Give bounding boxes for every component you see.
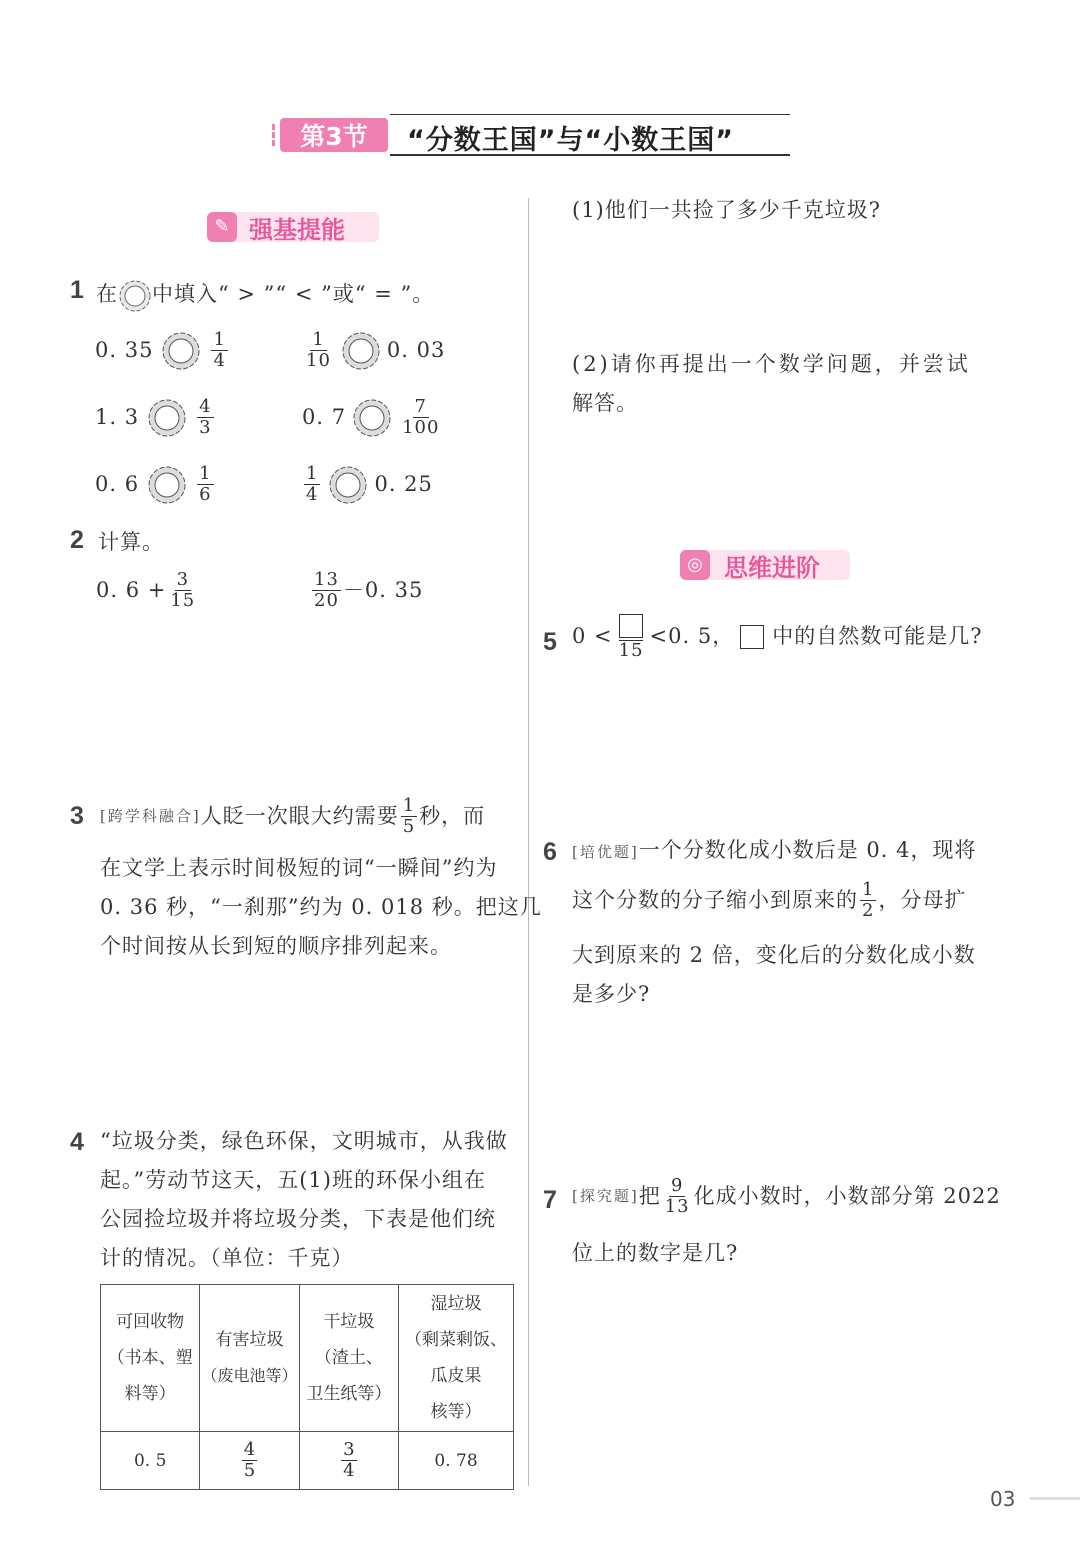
medal-icon: ◎ xyxy=(680,550,710,580)
number-value: 1. 3 xyxy=(95,405,140,429)
header-line: （废电池等） xyxy=(201,1366,298,1385)
expression-text: 0. 6 + xyxy=(96,578,167,602)
section-label-tab xyxy=(272,124,285,146)
q7-line-1 xyxy=(572,1176,1001,1217)
q7-line-2: 位上的数字是几? xyxy=(572,1241,739,1265)
q1-item xyxy=(95,397,216,438)
denominator: 10 xyxy=(306,350,331,371)
q6-line-2 xyxy=(572,880,966,921)
q5-text: <0. 5， xyxy=(649,624,735,648)
header-line: （渣土、 xyxy=(314,1348,383,1368)
denominator: 2 xyxy=(862,900,875,921)
q3-text: 秒，而 xyxy=(419,804,486,828)
q6-text: 一个分数化成小数后是 0. 4，现将 xyxy=(638,838,977,862)
table-header-row xyxy=(101,1285,514,1432)
question-number: 5 xyxy=(543,628,557,656)
table-header-cell xyxy=(299,1285,398,1432)
question-number: 6 xyxy=(543,838,557,866)
q1-prompt-b: 中填入“ > ”“ < ”或“ = ”。 xyxy=(152,282,435,306)
flower-blank-icon[interactable] xyxy=(161,331,201,371)
header-line: 有害垃圾 xyxy=(215,1330,284,1350)
table-cell xyxy=(399,1432,514,1490)
flower-blank-icon[interactable] xyxy=(352,398,392,438)
number-value: 0. 35 xyxy=(95,338,154,362)
question-tag: [探究题] xyxy=(572,1187,639,1205)
numerator: 1 xyxy=(213,329,226,350)
flower-blank-icon[interactable] xyxy=(341,331,381,371)
denominator: 15 xyxy=(170,590,196,611)
q5-text: 中的自然数可能是几? xyxy=(772,624,983,648)
section-header xyxy=(272,114,792,158)
title-rule-top xyxy=(390,114,790,115)
question-number: 3 xyxy=(70,802,84,830)
answer-box xyxy=(740,625,764,649)
page-number: 03 xyxy=(990,1487,1016,1511)
fraction xyxy=(401,796,417,837)
denominator: 20 xyxy=(314,590,339,611)
number-value: 0. 7 xyxy=(302,405,347,429)
question-2 xyxy=(70,526,84,555)
question-7 xyxy=(543,1186,557,1215)
fraction xyxy=(197,397,213,438)
numerator: 3 xyxy=(343,1439,355,1460)
flower-blank-icon[interactable] xyxy=(147,465,187,505)
fraction xyxy=(312,570,341,611)
q4-sub-1: (1)他们一共捡了多少千克垃圾? xyxy=(572,198,882,222)
q5-line xyxy=(572,612,982,661)
fraction xyxy=(242,1440,257,1481)
q3-line-1 xyxy=(100,796,485,837)
q4-line-2: 起。”劳动节这天，五(1)班的环保小组在 xyxy=(100,1168,486,1192)
numerator: 1 xyxy=(199,463,212,484)
fraction xyxy=(663,1176,692,1217)
denominator: 15 xyxy=(618,640,644,661)
header-line: 可回收物 xyxy=(116,1312,185,1332)
q4-sub-2b: 解答。 xyxy=(572,391,638,415)
question-tag: [培优题] xyxy=(572,843,639,861)
answer-box[interactable] xyxy=(619,614,643,638)
fraction xyxy=(211,330,227,371)
header-line: （剩菜剩饭、 xyxy=(405,1330,508,1350)
question-6 xyxy=(543,838,557,867)
question-number: 1 xyxy=(70,276,84,304)
section-label-text: 第3节 xyxy=(300,122,368,151)
fraction xyxy=(168,570,197,611)
numerator: 4 xyxy=(199,396,212,417)
fraction xyxy=(197,464,213,505)
column-divider xyxy=(528,198,529,1486)
denominator: 13 xyxy=(664,1196,690,1217)
table-header-cell xyxy=(101,1285,200,1432)
q2-prompt: 计算。 xyxy=(98,530,164,554)
numerator: 1 xyxy=(312,329,325,350)
table-cell xyxy=(101,1432,200,1490)
header-line: 核等） xyxy=(430,1402,482,1422)
number-value: 0. 25 xyxy=(374,472,433,496)
table-cell xyxy=(200,1432,299,1490)
q5-text: 0 < xyxy=(572,624,613,648)
question-tag: [跨学科融合] xyxy=(100,807,201,825)
banner-basic-text: 强基提能 xyxy=(249,215,345,244)
denominator: 6 xyxy=(199,484,212,505)
q1-item xyxy=(95,330,230,371)
q6-line-4: 是多少? xyxy=(572,982,651,1006)
denominator: 100 xyxy=(402,417,440,438)
fraction xyxy=(617,612,646,661)
question-number: 7 xyxy=(543,1186,557,1214)
numerator: 1 xyxy=(306,463,319,484)
fraction xyxy=(341,1440,356,1481)
footer-rule xyxy=(1030,1497,1080,1500)
header-line: 瓜皮果 xyxy=(430,1366,482,1386)
q6-text: ，分母扩 xyxy=(878,888,967,912)
header-line: （书本、塑 xyxy=(107,1348,193,1368)
number-value: 0. 6 xyxy=(95,472,140,496)
q6-text: 这个分数的分子缩小到原来的 xyxy=(572,888,858,912)
denominator: 4 xyxy=(343,1460,355,1481)
banner-basic xyxy=(207,212,379,242)
header-line: 料等） xyxy=(124,1384,176,1404)
cell-value: 0. 78 xyxy=(434,1450,478,1471)
flower-blank-icon[interactable] xyxy=(328,465,368,505)
question-4 xyxy=(70,1128,84,1157)
garbage-table xyxy=(100,1284,514,1490)
q1-prompt-a: 在 xyxy=(96,282,118,306)
header-line: 卫生纸等） xyxy=(306,1384,392,1404)
q3-text: 人眨一次眼大约需要 xyxy=(200,804,399,828)
fraction xyxy=(400,397,441,438)
header-line: 干垃圾 xyxy=(323,1312,375,1332)
numerator: 3 xyxy=(176,569,190,590)
fraction xyxy=(304,330,333,371)
flower-blank-icon[interactable] xyxy=(147,398,187,438)
section-label xyxy=(280,118,388,152)
q6-line-1 xyxy=(572,831,976,872)
fraction xyxy=(860,880,876,921)
denominator: 4 xyxy=(306,484,319,505)
q1-prompt xyxy=(96,275,434,314)
banner-advanced-text: 思维进阶 xyxy=(724,553,820,582)
numerator: 7 xyxy=(414,396,427,417)
table-cell xyxy=(299,1432,398,1490)
table-header-cell xyxy=(200,1285,299,1432)
question-1 xyxy=(70,276,84,305)
numerator: 1 xyxy=(402,795,416,816)
numerator: 1 xyxy=(862,879,875,900)
expression-text: －0. 35 xyxy=(342,578,424,602)
question-number: 2 xyxy=(70,526,84,554)
q1-item xyxy=(302,464,433,505)
fraction xyxy=(304,464,320,505)
q1-item xyxy=(95,464,216,505)
number-value: 0. 03 xyxy=(386,338,446,362)
q4-line-1: “垃圾分类，绿色环保，文明城市，从我做 xyxy=(100,1129,508,1153)
pencil-icon: ✎ xyxy=(207,212,237,242)
q4-sub-2a: (2)请你再提出一个数学问题，并尝试 xyxy=(572,352,971,376)
denominator: 5 xyxy=(243,1460,256,1481)
q7-text: 化成小数时，小数部分第 2022 xyxy=(693,1184,1001,1208)
q4-line-3: 公园捡垃圾并将垃圾分类，下表是他们统 xyxy=(100,1207,496,1231)
flower-blank-icon xyxy=(118,279,152,313)
q1-item xyxy=(302,397,443,438)
question-5 xyxy=(543,628,557,657)
q3-line-4: 个时间按从长到短的顺序排列起来。 xyxy=(100,934,452,958)
denominator: 3 xyxy=(199,417,212,438)
banner-advanced xyxy=(680,550,850,580)
q2-expression-1 xyxy=(96,570,199,611)
q4-line-4: 计的情况。（单位：千克） xyxy=(100,1246,354,1270)
q3-line-2: 在文学上表示时间极短的词“一瞬间”约为 xyxy=(100,856,498,880)
numerator: 13 xyxy=(314,569,339,590)
question-3 xyxy=(70,802,84,831)
q6-line-3: 大到原来的 2 倍，变化后的分数化成小数 xyxy=(572,943,976,967)
q2-expression-2 xyxy=(310,570,423,611)
numerator: 4 xyxy=(243,1439,256,1460)
numerator: 9 xyxy=(670,1175,684,1196)
header-line: 湿垃圾 xyxy=(430,1294,482,1314)
q1-item xyxy=(302,330,445,371)
q7-text: 把 xyxy=(638,1184,661,1208)
table-header-cell xyxy=(399,1285,514,1432)
numerator xyxy=(619,612,643,641)
question-number: 4 xyxy=(70,1128,84,1156)
cell-value: 0. 5 xyxy=(133,1450,167,1471)
table-row xyxy=(101,1432,514,1490)
page-title: “分数王国”与“小数王国” xyxy=(407,125,734,156)
q3-line-3: 0. 36 秒，“一刹那”约为 0. 018 秒。把这几 xyxy=(100,895,542,919)
denominator: 4 xyxy=(213,350,226,371)
denominator: 5 xyxy=(402,816,416,837)
